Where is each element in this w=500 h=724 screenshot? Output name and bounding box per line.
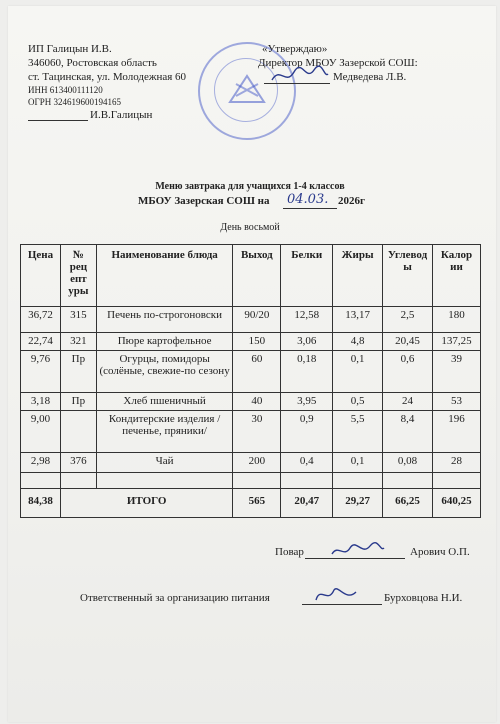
cell-recipe: Пр bbox=[60, 393, 96, 411]
cell-price: 9,76 bbox=[21, 351, 61, 393]
date-underline bbox=[283, 208, 337, 209]
cell-carbs: 2,5 bbox=[383, 307, 433, 333]
menu-title: Меню завтрака для учащихся 1-4 классов bbox=[155, 181, 345, 192]
cell-dish-name: Кондитерские изделия /печенье, пряники/ bbox=[96, 411, 233, 453]
responsible-name: Бурховцова Н.И. bbox=[384, 592, 463, 604]
total-yield: 565 bbox=[233, 489, 281, 518]
cell-yield: 40 bbox=[233, 393, 281, 411]
header-yield: Выход bbox=[233, 245, 281, 307]
table-header-row bbox=[21, 245, 481, 307]
cell-price: 3,18 bbox=[21, 393, 61, 411]
cell-recipe: 321 bbox=[60, 333, 96, 351]
cook-signature-icon bbox=[330, 540, 386, 560]
cell-yield: 60 bbox=[233, 351, 281, 393]
responsible-signature-icon bbox=[312, 584, 360, 606]
cell-dish-name: Печень по-строгоновски bbox=[96, 307, 233, 333]
total-fat: 29,27 bbox=[333, 489, 383, 518]
cell-price: 22,74 bbox=[21, 333, 61, 351]
cell-carbs: 0,6 bbox=[383, 351, 433, 393]
cell-carbs: 8,4 bbox=[383, 411, 433, 453]
cell-calories: 39 bbox=[433, 351, 481, 393]
cook-label: Повар bbox=[275, 546, 304, 558]
header-recipe: № рец епт уры bbox=[60, 245, 96, 307]
company-address-line2: ст. Тацинская, ул. Молодежная 60 bbox=[28, 71, 187, 83]
table-row bbox=[21, 351, 481, 393]
cell-protein: 0,9 bbox=[281, 411, 333, 453]
company-name: ИП Галицын И.В. bbox=[28, 43, 112, 55]
cell-carbs: 20,45 bbox=[383, 333, 433, 351]
cell-recipe bbox=[60, 411, 96, 453]
cell-dish-name: Пюре картофельное bbox=[96, 333, 233, 351]
cell-yield: 150 bbox=[233, 333, 281, 351]
cell-price: 9,00 bbox=[21, 411, 61, 453]
school-line-prefix: МБОУ Зазерская СОШ на bbox=[138, 195, 270, 207]
responsible-label: Ответственный за организацию питания bbox=[80, 592, 270, 604]
cell-carbs: 24 bbox=[383, 393, 433, 411]
header-price: Цена bbox=[21, 245, 61, 307]
header-carbs: Углевод ы bbox=[383, 245, 433, 307]
header-calories: Калор ии bbox=[433, 245, 481, 307]
menu-date-handwritten: 04.03. bbox=[287, 192, 329, 207]
table-row bbox=[21, 453, 481, 473]
cell-recipe: 315 bbox=[60, 307, 96, 333]
school-line-suffix: 2026г bbox=[338, 195, 365, 207]
header-dish-name: Наименование блюда bbox=[96, 245, 233, 307]
cell-yield: 200 bbox=[233, 453, 281, 473]
cell-recipe: 376 bbox=[60, 453, 96, 473]
cell-protein: 0,4 bbox=[281, 453, 333, 473]
company-ogrn: ОГРН 324619600194165 bbox=[28, 97, 121, 107]
cook-name: Арович О.П. bbox=[410, 546, 470, 558]
company-inn: ИНН 613400111120 bbox=[28, 85, 103, 95]
cell-fat: 13,17 bbox=[333, 307, 383, 333]
cell-recipe: Пр bbox=[60, 351, 96, 393]
table-row bbox=[21, 307, 481, 333]
table-row bbox=[21, 333, 481, 351]
total-calories: 640,25 bbox=[433, 489, 481, 518]
header-protein: Белки bbox=[281, 245, 333, 307]
cell-calories: 137,25 bbox=[433, 333, 481, 351]
cell-fat: 5,5 bbox=[333, 411, 383, 453]
cell-calories: 196 bbox=[433, 411, 481, 453]
table-row bbox=[21, 411, 481, 453]
company-signer: И.В.Галицын bbox=[90, 109, 153, 121]
cell-price: 36,72 bbox=[21, 307, 61, 333]
header-fat: Жиры bbox=[333, 245, 383, 307]
director-position: Директор МБОУ Зазерской СОШ: bbox=[258, 57, 418, 69]
cell-carbs: 0,08 bbox=[383, 453, 433, 473]
cell-fat: 0,5 bbox=[333, 393, 383, 411]
table-row bbox=[21, 393, 481, 411]
total-price: 84,38 bbox=[21, 489, 61, 518]
director-signature-icon bbox=[270, 64, 330, 86]
cell-fat: 0,1 bbox=[333, 351, 383, 393]
total-label: ИТОГО bbox=[60, 489, 232, 518]
cell-dish-name: Огурцы, помидоры (солёные, свежие-по сезону bbox=[96, 351, 233, 393]
cell-calories: 180 bbox=[433, 307, 481, 333]
cell-dish-name: Хлеб пшеничный bbox=[96, 393, 233, 411]
menu-table bbox=[20, 244, 481, 518]
approval-label: «Утверждаю» bbox=[262, 43, 328, 55]
cell-price: 2,98 bbox=[21, 453, 61, 473]
cell-calories: 28 bbox=[433, 453, 481, 473]
director-name: Медведева Л.В. bbox=[333, 71, 407, 83]
company-address-line1: 346060, Ростовская область bbox=[28, 57, 157, 69]
cell-yield: 30 bbox=[233, 411, 281, 453]
day-label: День восьмой bbox=[220, 222, 280, 233]
total-carbs: 66,25 bbox=[383, 489, 433, 518]
table-spacer-row bbox=[21, 473, 481, 489]
total-protein: 20,47 bbox=[281, 489, 333, 518]
cell-calories: 53 bbox=[433, 393, 481, 411]
cell-protein: 0,18 bbox=[281, 351, 333, 393]
signature-line-left bbox=[28, 120, 88, 121]
cell-fat: 4,8 bbox=[333, 333, 383, 351]
cell-protein: 12,58 bbox=[281, 307, 333, 333]
cell-fat: 0,1 bbox=[333, 453, 383, 473]
cell-protein: 3,95 bbox=[281, 393, 333, 411]
cell-protein: 3,06 bbox=[281, 333, 333, 351]
table-total-row bbox=[21, 489, 481, 518]
cell-dish-name: Чай bbox=[96, 453, 233, 473]
cell-yield: 90/20 bbox=[233, 307, 281, 333]
